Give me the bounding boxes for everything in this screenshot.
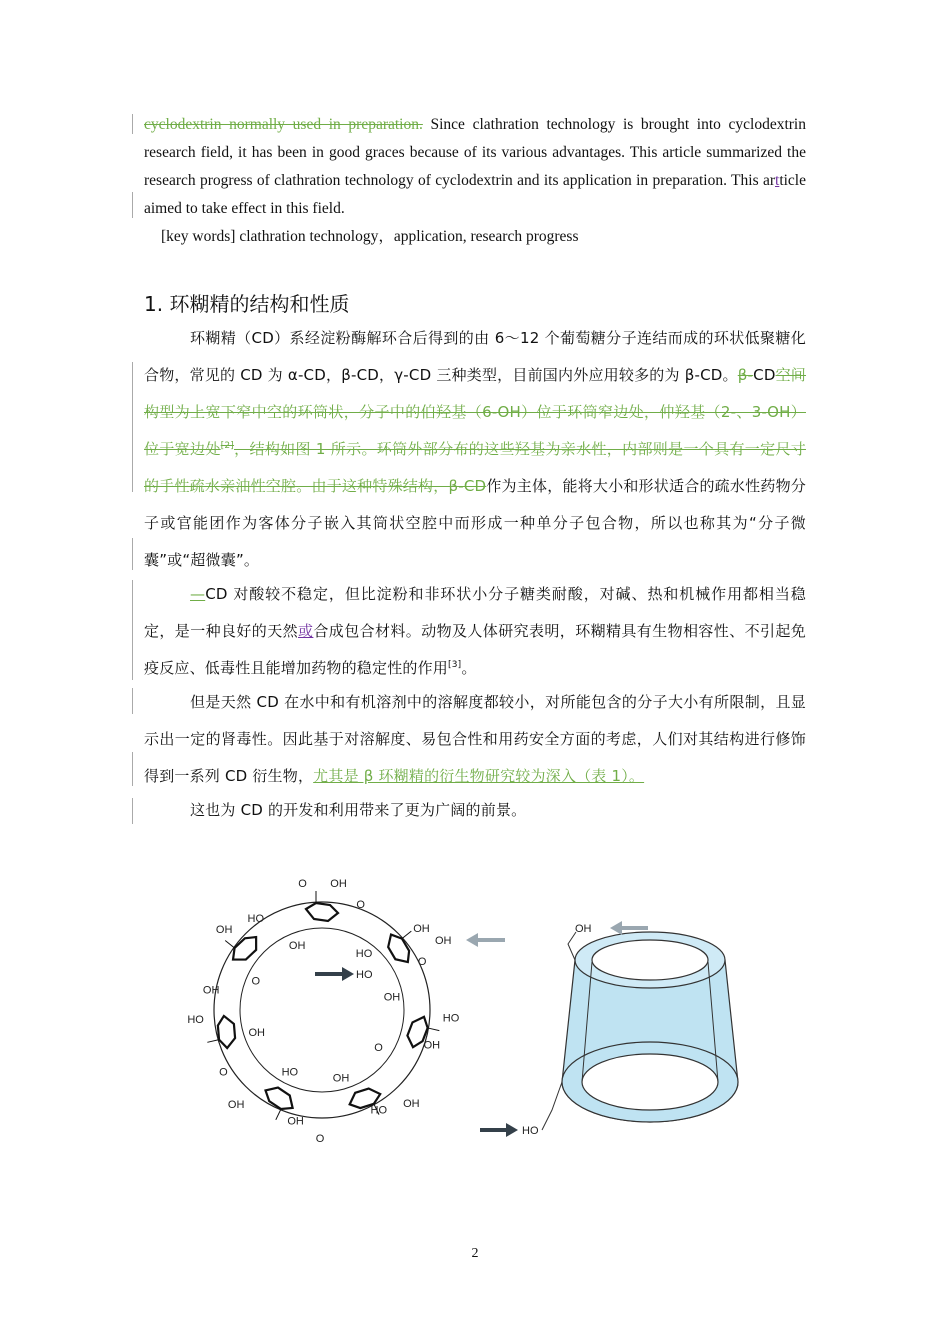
ho-label-cone: HO xyxy=(522,1125,539,1137)
ring-atom-label: O xyxy=(315,1133,325,1145)
inserted-text: t xyxy=(775,172,780,189)
deleted-text: 空间构型为上宽下窄中空的环筒状，分子中的伯羟基（6-OH）位于环筒窄边处，仲羟基（2-、3-OH）位于宽边处 xyxy=(144,366,807,458)
cone-diagram xyxy=(542,932,738,1130)
keywords-line xyxy=(161,223,801,251)
deleted-text: cyclodextrin normally used in preparation. xyxy=(144,116,423,133)
section-heading: 1. 环糊精的结构和性质 xyxy=(144,292,350,316)
glucose-unit xyxy=(306,891,338,921)
p3-text-a: 但是天然 CD 在水中和有机溶剂中的溶解度都较小，对所能包含的分子大小有所限制，且显示出一定的肾毒性。因此基于对溶解度、易包合性和用药安全方面的考虑，人们对其结构进行修饰得到一系列 CD 衍生物， xyxy=(144,693,806,785)
ring-atom-label: HO xyxy=(247,913,264,926)
ring-atom-label: O xyxy=(356,898,365,911)
ring-atom-label: OH xyxy=(383,991,401,1004)
citation-ref: [2] xyxy=(220,441,235,451)
ring-atom-label: OH xyxy=(330,877,347,890)
p2-text-c: 。 xyxy=(461,659,477,677)
ring-atom-label: O xyxy=(298,878,307,891)
change-bar xyxy=(132,192,133,218)
ring-atom-label: OH xyxy=(287,1115,304,1128)
ring-atom-label: O xyxy=(251,975,261,988)
p2-text-a: CD 对酸较不稳定，但比淀粉和非环状小分子糖类耐酸，对碱、热和机械作用都相当稳定，是一种良好的天然 xyxy=(144,585,806,640)
ring-atom-label: O xyxy=(219,1066,228,1079)
arrow-dark-icon xyxy=(315,967,354,981)
ring-atom-label: O xyxy=(374,1042,383,1055)
ring-atom-label: OH xyxy=(215,924,233,936)
ring-atom-label: HO xyxy=(281,1066,299,1079)
page-number: 2 xyxy=(471,1246,479,1261)
p2-text-b: 合成包合材料。动物及人体研究表明，环糊精具有生物相容性、不引起免疫反应、低毒性且能增加药物的稳定性的作用 xyxy=(144,622,806,677)
abstract-text: Since clathration technology is brought into cyclodextrin research field, it has been in good graces because of its various advantages. This article summarized the research progress of clathration technology of cyclodextrin and its application in preparation. This ar xyxy=(144,116,806,189)
ring-atom-label: O xyxy=(417,955,427,968)
ring-atom-label: HO xyxy=(442,1012,460,1025)
cyclodextrin-figure xyxy=(170,860,790,1170)
ring-atom-label: OH xyxy=(403,1097,420,1110)
ring-atom-label: OH xyxy=(202,984,220,997)
ring-atom-label: OH xyxy=(248,1027,265,1039)
oh-label-molecule: OH xyxy=(435,935,452,947)
change-bar xyxy=(132,580,133,680)
molecule-structure xyxy=(187,878,459,1145)
deleted-text: ，结构如图 1 所示。环筒外部分布的这些羟基为亲水性，内部则是一个具有一定尺寸的手性疏水亲油性空腔。由于这种特殊结构，β-CD xyxy=(144,440,806,495)
inserted-text: 或 xyxy=(298,622,314,640)
p1-text-c: 作为主体，能将大小和形状适合的疏水性药物分子或官能团作为客体分子嵌入其筒状空腔中而形成一种单分子包合物，所以也称其为“分子微囊”或“超微囊”。 xyxy=(144,477,807,569)
ring-atom-label: OH xyxy=(413,922,430,935)
oh-label-cone: OH xyxy=(575,923,592,935)
change-bar xyxy=(132,798,133,824)
paragraph-structure xyxy=(144,320,806,579)
arrow-light-icon xyxy=(466,933,505,947)
ring-atom-label: OH xyxy=(288,940,306,953)
ho-label-molecule: HO xyxy=(356,969,373,981)
keywords-text: [key words] clathration technology，application, research progress xyxy=(161,228,579,245)
arrow-dark-icon xyxy=(480,1123,518,1137)
ring-atom-label: HO xyxy=(370,1104,387,1117)
ring-atom-label: OH xyxy=(332,1072,350,1085)
change-bar xyxy=(132,114,133,134)
change-bar xyxy=(132,752,133,786)
inserted-text: 尤其是 β 环糊精的衍生物研究较为深入（表 1）。 xyxy=(313,767,645,785)
ring-atom-label: HO xyxy=(355,948,373,961)
p4-text: 这也为 CD 的开发和利用带来了更为广阔的前景。 xyxy=(190,801,527,819)
change-bar xyxy=(132,688,133,714)
citation-ref: [3] xyxy=(448,660,462,670)
paragraph-stability xyxy=(144,576,806,687)
ring-atom-label: OH xyxy=(227,1098,245,1111)
abstract-text-end: ticle aimed to take effect in this field. xyxy=(144,172,806,217)
ring-atom-label: HO xyxy=(187,1013,204,1026)
inserted-text: — xyxy=(190,585,206,603)
p1-text-b: CD xyxy=(753,366,776,384)
deleted-text: β- xyxy=(737,366,754,384)
change-bar xyxy=(132,362,133,492)
paragraph-derivatives xyxy=(144,684,806,795)
p1-text-a: 环糊精（CD）系经淀粉酶解环合后得到的由 6～12 个葡萄糖分子连结而成的环状低聚糖化合物，常见的 CD 为 α-CD，β-CD，γ-CD 三种类型，目前国内外应用较多的为 β-CD。 xyxy=(144,329,806,384)
paragraph-prospects xyxy=(144,792,806,829)
abstract-paragraph xyxy=(144,111,806,223)
change-bar xyxy=(132,538,133,570)
ring-atom-label: OH xyxy=(423,1039,441,1052)
